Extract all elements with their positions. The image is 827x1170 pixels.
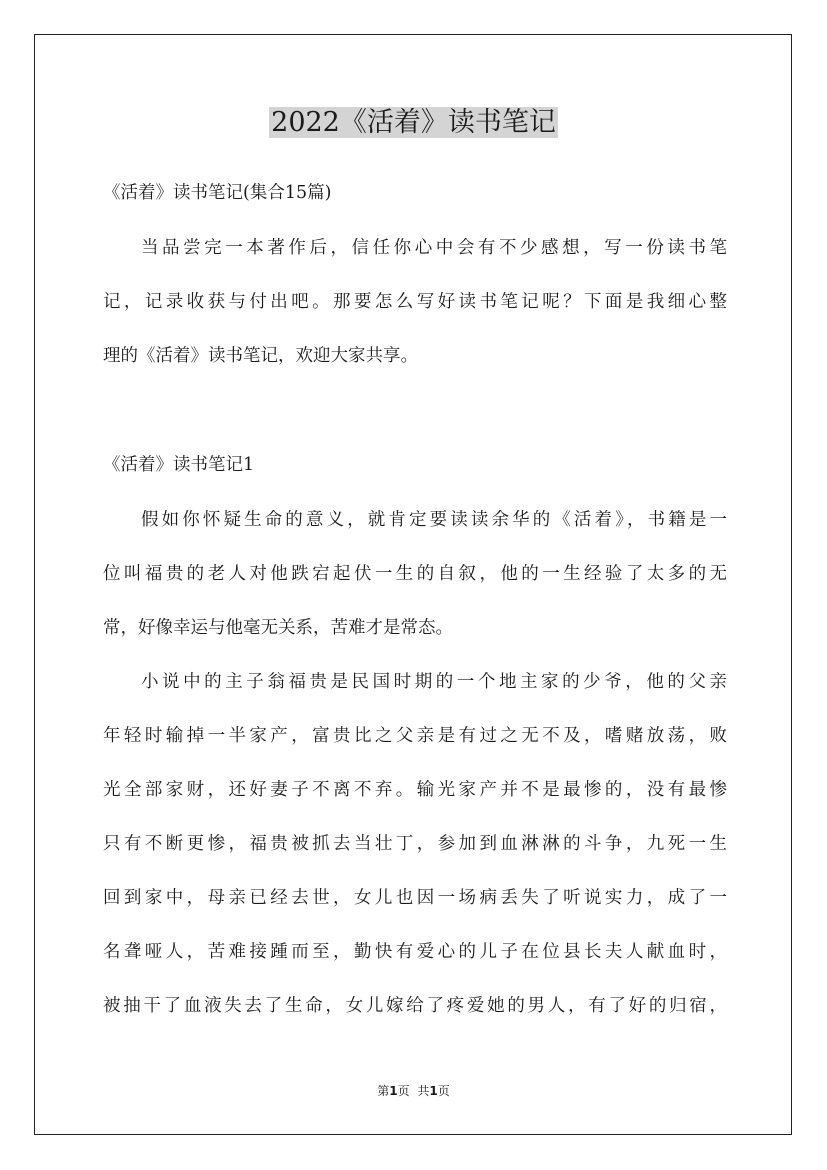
para2-line-1: 小说中的主子翁福贵是民国时期的一个地主家的少爷，他的父亲 <box>141 672 727 692</box>
para2-line-7: 被抽干了血液失去了生命，女儿嫁给了疼爱她的男人，有了好的归宿， <box>103 996 727 1016</box>
document-title <box>0 103 827 143</box>
footer-page-suffix: 页 <box>397 1084 410 1098</box>
footer-total-prefix: 共 <box>417 1084 430 1098</box>
document-title-text: 2022《活着》读书笔记 <box>271 107 556 138</box>
intro-line-3: 理的《活着》读书笔记，欢迎大家共享。 <box>103 346 418 366</box>
footer-total-suffix: 页 <box>437 1084 450 1098</box>
para1-line-3: 常，好像幸运与他毫无关系，苦难才是常态。 <box>103 618 453 638</box>
para2-line-4: 只有不断更惨，福贵被抓去当壮丁，参加到血淋淋的斗争，九死一生 <box>103 834 727 854</box>
para2-line-5: 回到家中，母亲已经去世，女儿也因一场病丢失了听说实力，成了一 <box>103 888 727 908</box>
para2-line-2: 年轻时输掉一半家产，富贵比之父亲是有过之无不及，嗜赌放荡，败 <box>103 726 727 746</box>
para2-line-3: 光全部家财，还好妻子不离不弃。输光家产并不是最惨的，没有最惨 <box>103 780 727 800</box>
footer-total-pages: 1 <box>429 1084 438 1098</box>
document-subtitle: 《活着》读书笔记(集合15篇) <box>103 183 332 203</box>
footer-page-prefix: 第 <box>377 1084 390 1098</box>
para2-line-6: 名聋哑人，苦难接踵而至，勤快有爱心的儿子在位县长夫人献血时， <box>103 942 727 962</box>
page-footer <box>0 1082 827 1100</box>
intro-line-1: 当品尝完一本著作后，信任你心中会有不少感想，写一份读书笔 <box>141 238 727 258</box>
footer-page-number: 1 <box>389 1084 398 1098</box>
section-heading: 《活着》读书笔记1 <box>103 455 255 475</box>
intro-line-2: 记，记录收获与付出吧。那要怎么写好读书笔记呢？下面是我细心整 <box>103 292 727 312</box>
para1-line-2: 位叫福贵的老人对他跌宕起伏一生的自叙，他的一生经验了太多的无 <box>103 564 727 584</box>
para1-line-1: 假如你怀疑生命的意义，就肯定要读读余华的《活着》，书籍是一 <box>141 510 727 530</box>
